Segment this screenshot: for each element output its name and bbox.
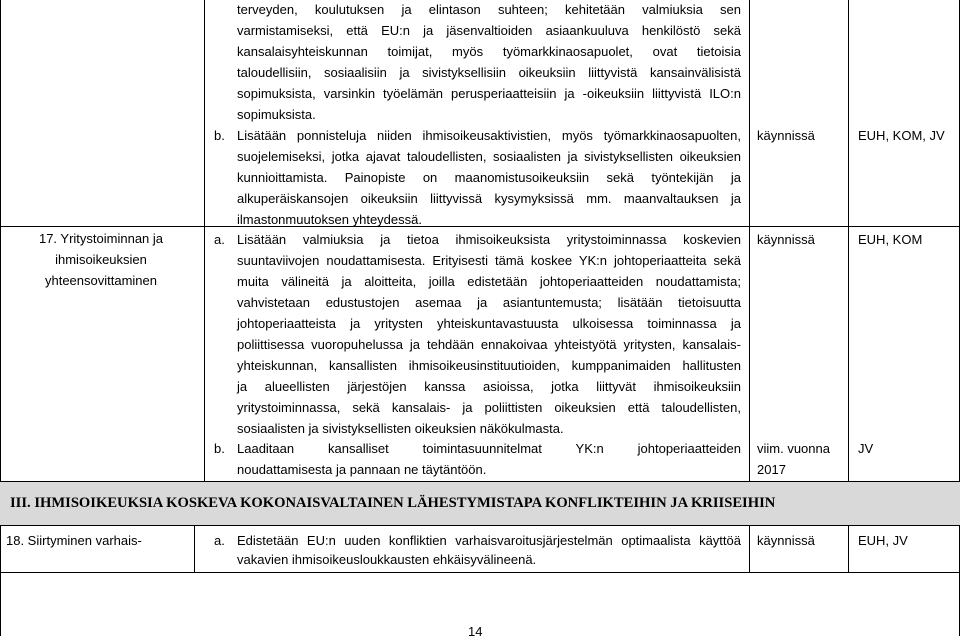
table-border-left <box>0 0 1 636</box>
table-bottom-border <box>0 572 960 573</box>
column-divider-2 <box>749 0 750 482</box>
action-text-line: Laaditaan kansalliset toimintasuunnitelmat YK:n johtoperiaatteiden <box>237 441 741 456</box>
column-divider-row18-2 <box>749 525 750 572</box>
column-divider-1 <box>204 0 205 482</box>
row-title-line: yhteensovittaminen <box>44 273 157 288</box>
action-text-line: sopimuksista. <box>237 107 316 122</box>
row-title-line: ihmisoikeuksien <box>55 252 147 267</box>
row-title-17 <box>6 228 196 291</box>
action-text-line: alkuperäiskansojen oikeuksiin liittyvissä kysymyksissä mm. maanvaltauksen ja <box>237 191 741 206</box>
status-cell: viim. vuonna <box>757 441 830 456</box>
action-text-line: kunnioittamista. Painopiste on maanomistusoikeuksiin sekä työntekijän ja <box>237 170 741 185</box>
action-text-line: vahvistetaan edustustojen asemaa ja asiantuntemusta; lisätään tietoisuutta <box>237 295 741 310</box>
column-divider-row18-1 <box>194 525 195 572</box>
action-text-line: sosiaalisten ja sivistyksellisten oikeuksien näkökulmasta. <box>237 421 564 436</box>
status-cell: käynnissä <box>757 232 815 247</box>
action-marker-a: a. <box>214 232 225 247</box>
action-text-line: noudattamisesta ja pannaan ne täytäntöön. <box>237 462 487 477</box>
action-marker-b: b. <box>214 128 225 143</box>
row-title-line: 17. Yritystoiminnan ja <box>38 231 164 246</box>
row-divider-section-18 <box>0 525 960 526</box>
section-title: III. IHMISOIKEUKSIA KOSKEVA KOKONAISVALTAINEN LÄHESTYMISTAPA KONFLIKTEIHIN JA KRIISEIHIN <box>10 495 776 511</box>
responsible-cell: EUH, JV <box>858 533 908 548</box>
action-text-line: poliittisessa vuoropuhelussa ja tehdään ennakoivaa yhteistyötä yritysten, kansalais- <box>237 337 741 352</box>
action-text-line: vakavien ihmisoikeusloukkausten ehkäisyvälineenä. <box>237 552 537 567</box>
column-divider-3 <box>848 0 849 482</box>
action-text-line: muita välineitä ja aloitteita, joilla edistetään johtoperiaatteiden noudattamista; <box>237 274 741 289</box>
row-divider-16-17 <box>0 226 960 227</box>
action-text-line: ja alueellisten järjestöjen kanssa asioissa, jotka liittyvät ihmisoikeuksiin <box>237 379 741 394</box>
action-text-line: johtoperiaatteista ja yritysten yhteiskuntavastuusta ulkoisessa toiminnassa ja <box>237 316 741 331</box>
status-cell: käynnissä <box>757 533 815 548</box>
action-text-line: suojelemiseksi, jotka ajavat taloudellisten, sosiaalisten ja sivistyksellisten oikeuksien <box>237 149 741 164</box>
action-text-line: Edistetään EU:n uuden konfliktien varhaisvaroitusjärjestelmän optimaalista käyttöä <box>237 533 741 548</box>
action-text-line: yritystoiminnassa, sekä kansalais- ja poliittisten oikeuksien että taloudellisten, <box>237 400 741 415</box>
action-text-line: Lisätään valmiuksia ja tietoa ihmisoikeuksista yritystoiminnassa koskevien <box>237 232 741 247</box>
action-text-line: varmistamiseksi, että EU:n ja jäsenvaltioiden asiaankuuluva henkilöstö sekä <box>237 23 741 38</box>
action-marker-a: a. <box>214 533 225 548</box>
responsible-cell: EUH, KOM, JV <box>858 128 945 143</box>
action-text-line: kansalaisyhteiskunnan toimijat, myös työmarkkinaosapuolet, ovat tietoisia <box>237 44 741 59</box>
column-divider-row18-3 <box>848 525 849 572</box>
action-text-line: sopimuksista, varsinkin työelämän perusperiaatteisiin ja -oikeuksiin liittyvistä ILO:n <box>237 86 741 101</box>
action-text-line: suuntaviivojen noudattamisesta. Erityisesti tämä koskee YK:n johtoperiaatteita sekä <box>237 253 741 268</box>
action-text-line: terveyden, koulutuksen ja elintason suhteen; kehitetään valmiuksia sen <box>237 2 741 17</box>
action-text-line: taloudellisiin, sosiaalisiin ja sivistyksellisiin oikeuksiin liittyvistä kansainvälisistä <box>237 65 741 80</box>
responsible-cell: JV <box>858 441 874 456</box>
responsible-cell: EUH, KOM <box>858 232 923 247</box>
action-text-line: yhteiskunnan, kansallisten ihmisoikeusinstituutioiden, kumppanimaiden hallitusten <box>237 358 741 373</box>
action-text-line: Lisätään ponnisteluja niiden ihmisoikeusaktivistien, myös työmarkkinaosapuolten, <box>237 128 741 143</box>
status-cell: 2017 <box>757 462 786 477</box>
status-cell: käynnissä <box>757 128 815 143</box>
page-number: 14 <box>468 624 483 639</box>
row-title-18: 18. Siirtyminen varhais- <box>6 533 142 548</box>
action-marker-b: b. <box>214 441 225 456</box>
action-text-line: ilmastonmuutoksen yhteydessä. <box>237 212 422 227</box>
